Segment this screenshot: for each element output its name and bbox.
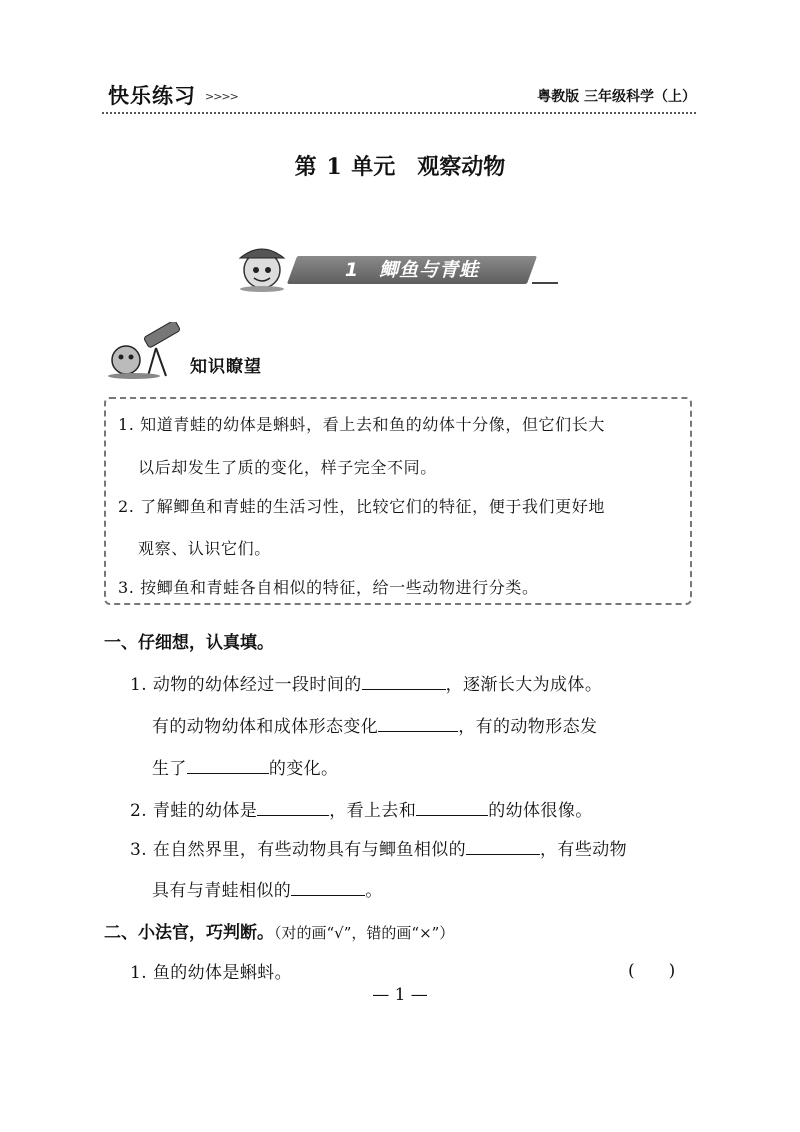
header-title: 快乐练习 [108, 84, 196, 108]
question-3-line-2 [152, 876, 383, 901]
knowledge-item-2: 2. 了解鲫鱼和青蛙的生活习性，比较它们的特征，便于我们更好地 [118, 497, 605, 516]
answer-blank[interactable] [416, 799, 488, 816]
question-text: ，有些动物 [540, 840, 628, 860]
knowledge-item-2-cont: 观察、认识它们。 [138, 539, 271, 558]
question-1-line-2 [152, 712, 597, 737]
question-1-line-1 [130, 670, 602, 695]
header-divider [102, 112, 696, 114]
question-text: ，逐渐长大为成体。 [445, 675, 603, 695]
knowledge-item-1: 1. 知道青蛙的幼体是蝌蚪，看上去和鱼的幼体十分像，但它们长大 [118, 415, 605, 434]
unit-title: 第 1 单元 观察动物 [294, 154, 506, 180]
section-1-title: 一、仔细想，认真填。 [104, 633, 274, 653]
answer-blank[interactable] [466, 838, 540, 855]
question-2 [130, 796, 593, 821]
answer-blank[interactable] [378, 715, 458, 732]
banner-tail-line [532, 282, 558, 284]
question-text: 3. 在自然界里，有些动物具有与鲫鱼相似的 [130, 840, 467, 860]
answer-blank[interactable] [187, 757, 269, 774]
section-2-heading: 二、小法官，巧判断。 [104, 923, 274, 943]
header-arrows: >>>> [205, 90, 238, 103]
question-text: ，有的动物形态发 [458, 717, 598, 737]
telescope-icon [104, 322, 184, 380]
question-text: 具有与青蛙相似的 [152, 881, 292, 901]
judge-question-1: 1. 鱼的幼体是蝌蚪。 [130, 963, 293, 983]
section-2-instruction: （对的画“√”，错的画“×”） [274, 924, 455, 942]
answer-parentheses[interactable]: ( ) [628, 961, 676, 981]
question-text: 的变化。 [268, 759, 339, 779]
question-text: 有的动物幼体和成体形态变化 [152, 717, 379, 737]
answer-blank[interactable] [257, 799, 329, 816]
question-text: 。 [365, 881, 383, 901]
lesson-title: 1 鲫鱼与青蛙 [344, 259, 480, 281]
question-text: 生了 [152, 759, 187, 779]
knowledge-item-3: 3. 按鲫鱼和青蛙各自相似的特征，给一些动物进行分类。 [118, 578, 539, 597]
question-text: 1. 动物的幼体经过一段时间的 [130, 675, 362, 695]
question-text: 2. 青蛙的幼体是 [130, 801, 258, 821]
cartoon-mascot-icon [232, 242, 292, 292]
question-text: ，看上去和 [329, 801, 417, 821]
page-number: — 1 — [372, 985, 428, 1005]
answer-blank[interactable] [362, 673, 446, 690]
knowledge-title: 知识瞭望 [190, 357, 262, 377]
question-3-line-1 [130, 835, 627, 860]
lesson-banner [232, 242, 562, 292]
answer-blank[interactable] [291, 879, 365, 896]
question-1-line-3 [152, 754, 338, 779]
book-edition: 粤教版 三年级科学（上） [537, 89, 696, 105]
section-2-title [104, 918, 454, 943]
knowledge-item-1-cont: 以后却发生了质的变化，样子完全不同。 [138, 458, 437, 477]
question-text: 的幼体很像。 [488, 801, 593, 821]
